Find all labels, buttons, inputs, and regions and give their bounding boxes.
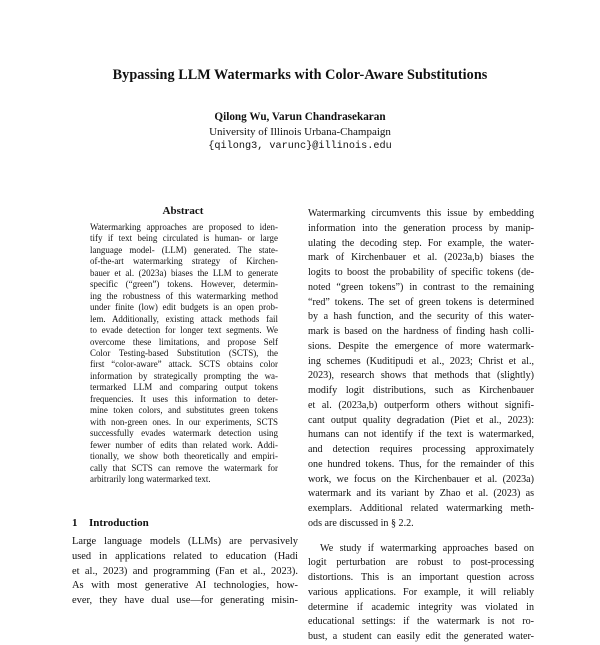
abstract-line: frequencies. It uses this information to deter- — [90, 393, 278, 404]
paragraph-line: and detection requires processing approximately — [308, 444, 534, 455]
paragraph-line: distortions. This is an important question across — [308, 572, 534, 583]
abstract-line: Color Testing-based Substitution (SCTS), the — [90, 347, 278, 358]
abstract-line: language model- (LLM) generated. The state- — [90, 244, 278, 255]
paragraph-line: educational settings: if the watermark is not ro- — [308, 616, 534, 628]
abstract-line: successfully evades watermark detection using — [90, 428, 278, 439]
abstract-line: overcome these limitations, and propose Self — [90, 336, 278, 347]
paragraph-line: ods are discussed in § 2.2. — [308, 517, 414, 529]
paragraph-line: one hundred tokens. Thus, for the remainder of this — [308, 458, 534, 470]
abstract-line: fewer number of edits than related work. Addi- — [90, 439, 278, 450]
section-heading-introduction — [72, 517, 302, 529]
paragraph-line: We study if watermarking approaches based on — [320, 542, 534, 554]
abstract-line: information by strategically prompting the wa- — [90, 370, 278, 381]
abstract-line: bauer et al. (2023a) biases the LLM to generate — [90, 267, 278, 278]
introduction-line: As with most generative AI technologies, how- — [72, 580, 298, 592]
paragraph-line: cant output quality degradation (Piet et al., 2023): — [308, 414, 534, 426]
paragraph-line: watermark and its variant by Zhao et al. (2023) as — [308, 488, 534, 500]
paragraph-line: Watermarking circumvents this issue by embedding — [308, 208, 534, 219]
abstract-line: tionally, we show both theoretically and empiri- — [90, 451, 278, 462]
paper-authors: Qilong Wu, Varun Chandrasekaran — [214, 111, 386, 123]
abstract-line: ing the robustness of this watermarking method — [90, 290, 278, 301]
paragraph-line: noted “green tokens”) in contrast to the remaining — [308, 281, 534, 293]
paragraph-line: sions. Despite the emergence of more watermark- — [308, 340, 534, 352]
paper-email: {qilong3, varunc}@illinois.edu — [208, 141, 392, 152]
paragraph-line: work, we focus on the Kirchenbauer et al. (2023a) — [308, 473, 534, 485]
section-number: 1 — [72, 517, 78, 529]
paragraph-line: humans can not identify if the text is watermarked, — [308, 429, 534, 441]
paragraph-line: by a hash function, and the security of this water- — [308, 311, 534, 323]
abstract-line: Watermarking approaches are proposed to iden- — [90, 222, 278, 232]
abstract-line: arbitrarily long watermarked text. — [90, 473, 211, 484]
paragraph-line: mark is based on the hardness of finding hash colli- — [308, 326, 534, 337]
introduction-line: et al., 2023) and programming (Fan et al., 2023). — [72, 565, 298, 577]
abstract-line: lem. Additionally, existing attack methods fail — [90, 313, 278, 324]
paragraph-line: ing schemes (Kuditipudi et al., 2023; Christ et al., — [308, 355, 534, 367]
abstract-line: with non-green ones. In our experiments, SCTS — [90, 416, 278, 427]
paragraph-line: logit perturbation are robust to post-processing — [308, 557, 534, 569]
section-title: Introduction — [89, 517, 149, 529]
introduction-line: used in applications related to education (Hadi — [72, 550, 298, 562]
paragraph-line: information into the generation process by manip- — [308, 222, 534, 234]
paragraph-line: various applications. For example, it will reliably — [308, 586, 534, 598]
abstract-line: mine token colors, and substitutes green tokens — [90, 405, 278, 416]
abstract-line: cally that SCTS can remove the watermark for — [90, 462, 278, 473]
introduction-line: ever, they have dual use—for generating misin- — [72, 595, 298, 607]
abstract-body — [90, 222, 278, 485]
paragraph-line: ulating the decoding step. For example, the water- — [308, 237, 534, 249]
paragraph-line: “red” tokens. The set of green tokens is determined — [308, 296, 534, 308]
paragraph-line: exemplars. Additional related watermarking meth- — [308, 503, 534, 514]
paragraph-line: et al. (2023a,b) outperform others without signifi- — [308, 399, 534, 411]
paragraph-line: 2023), research shows that methods that (slightly) — [308, 370, 534, 382]
introduction-body — [72, 535, 298, 609]
paragraph-line: determine if academic integrity was violated in — [308, 601, 534, 613]
abstract-line: of-the-art watermarking strategy of Kirchen- — [90, 256, 278, 267]
right-column-body — [308, 207, 534, 645]
paragraph-gap — [308, 532, 534, 542]
abstract-line: to evade detection for longer text segments. We — [90, 325, 278, 336]
abstract-line: tify if text being circulated is human- or large — [90, 233, 278, 244]
paper-affiliation: University of Illinois Urbana-Champaign — [209, 126, 391, 138]
abstract-line: termarked LLM and comparing output tokens — [90, 382, 278, 393]
introduction-line: Large language models (LLMs) are pervasively — [72, 536, 298, 547]
abstract-line: specific (“green”) tokens. However, determin- — [90, 279, 278, 290]
abstract-heading: Abstract — [162, 205, 204, 217]
paragraph-line: logits to boost the probability of specific tokens (de- — [308, 267, 534, 278]
paper-title: Bypassing LLM Watermarks with Color-Aware Substitutions — [112, 67, 488, 83]
paragraph-line: bust, a student can easily edit the generated water- — [308, 631, 534, 642]
paragraph-line: modify logit distributions, such as Kirchenbauer — [308, 385, 534, 396]
abstract-line: under finite (low) edit budgets is an open prob- — [90, 302, 278, 313]
paragraph-line: mark of Kirchenbauer et al. (2023a,b) biases the — [308, 252, 534, 264]
abstract-line: first “color-aware” attack. SCTS obtains color — [90, 359, 278, 370]
